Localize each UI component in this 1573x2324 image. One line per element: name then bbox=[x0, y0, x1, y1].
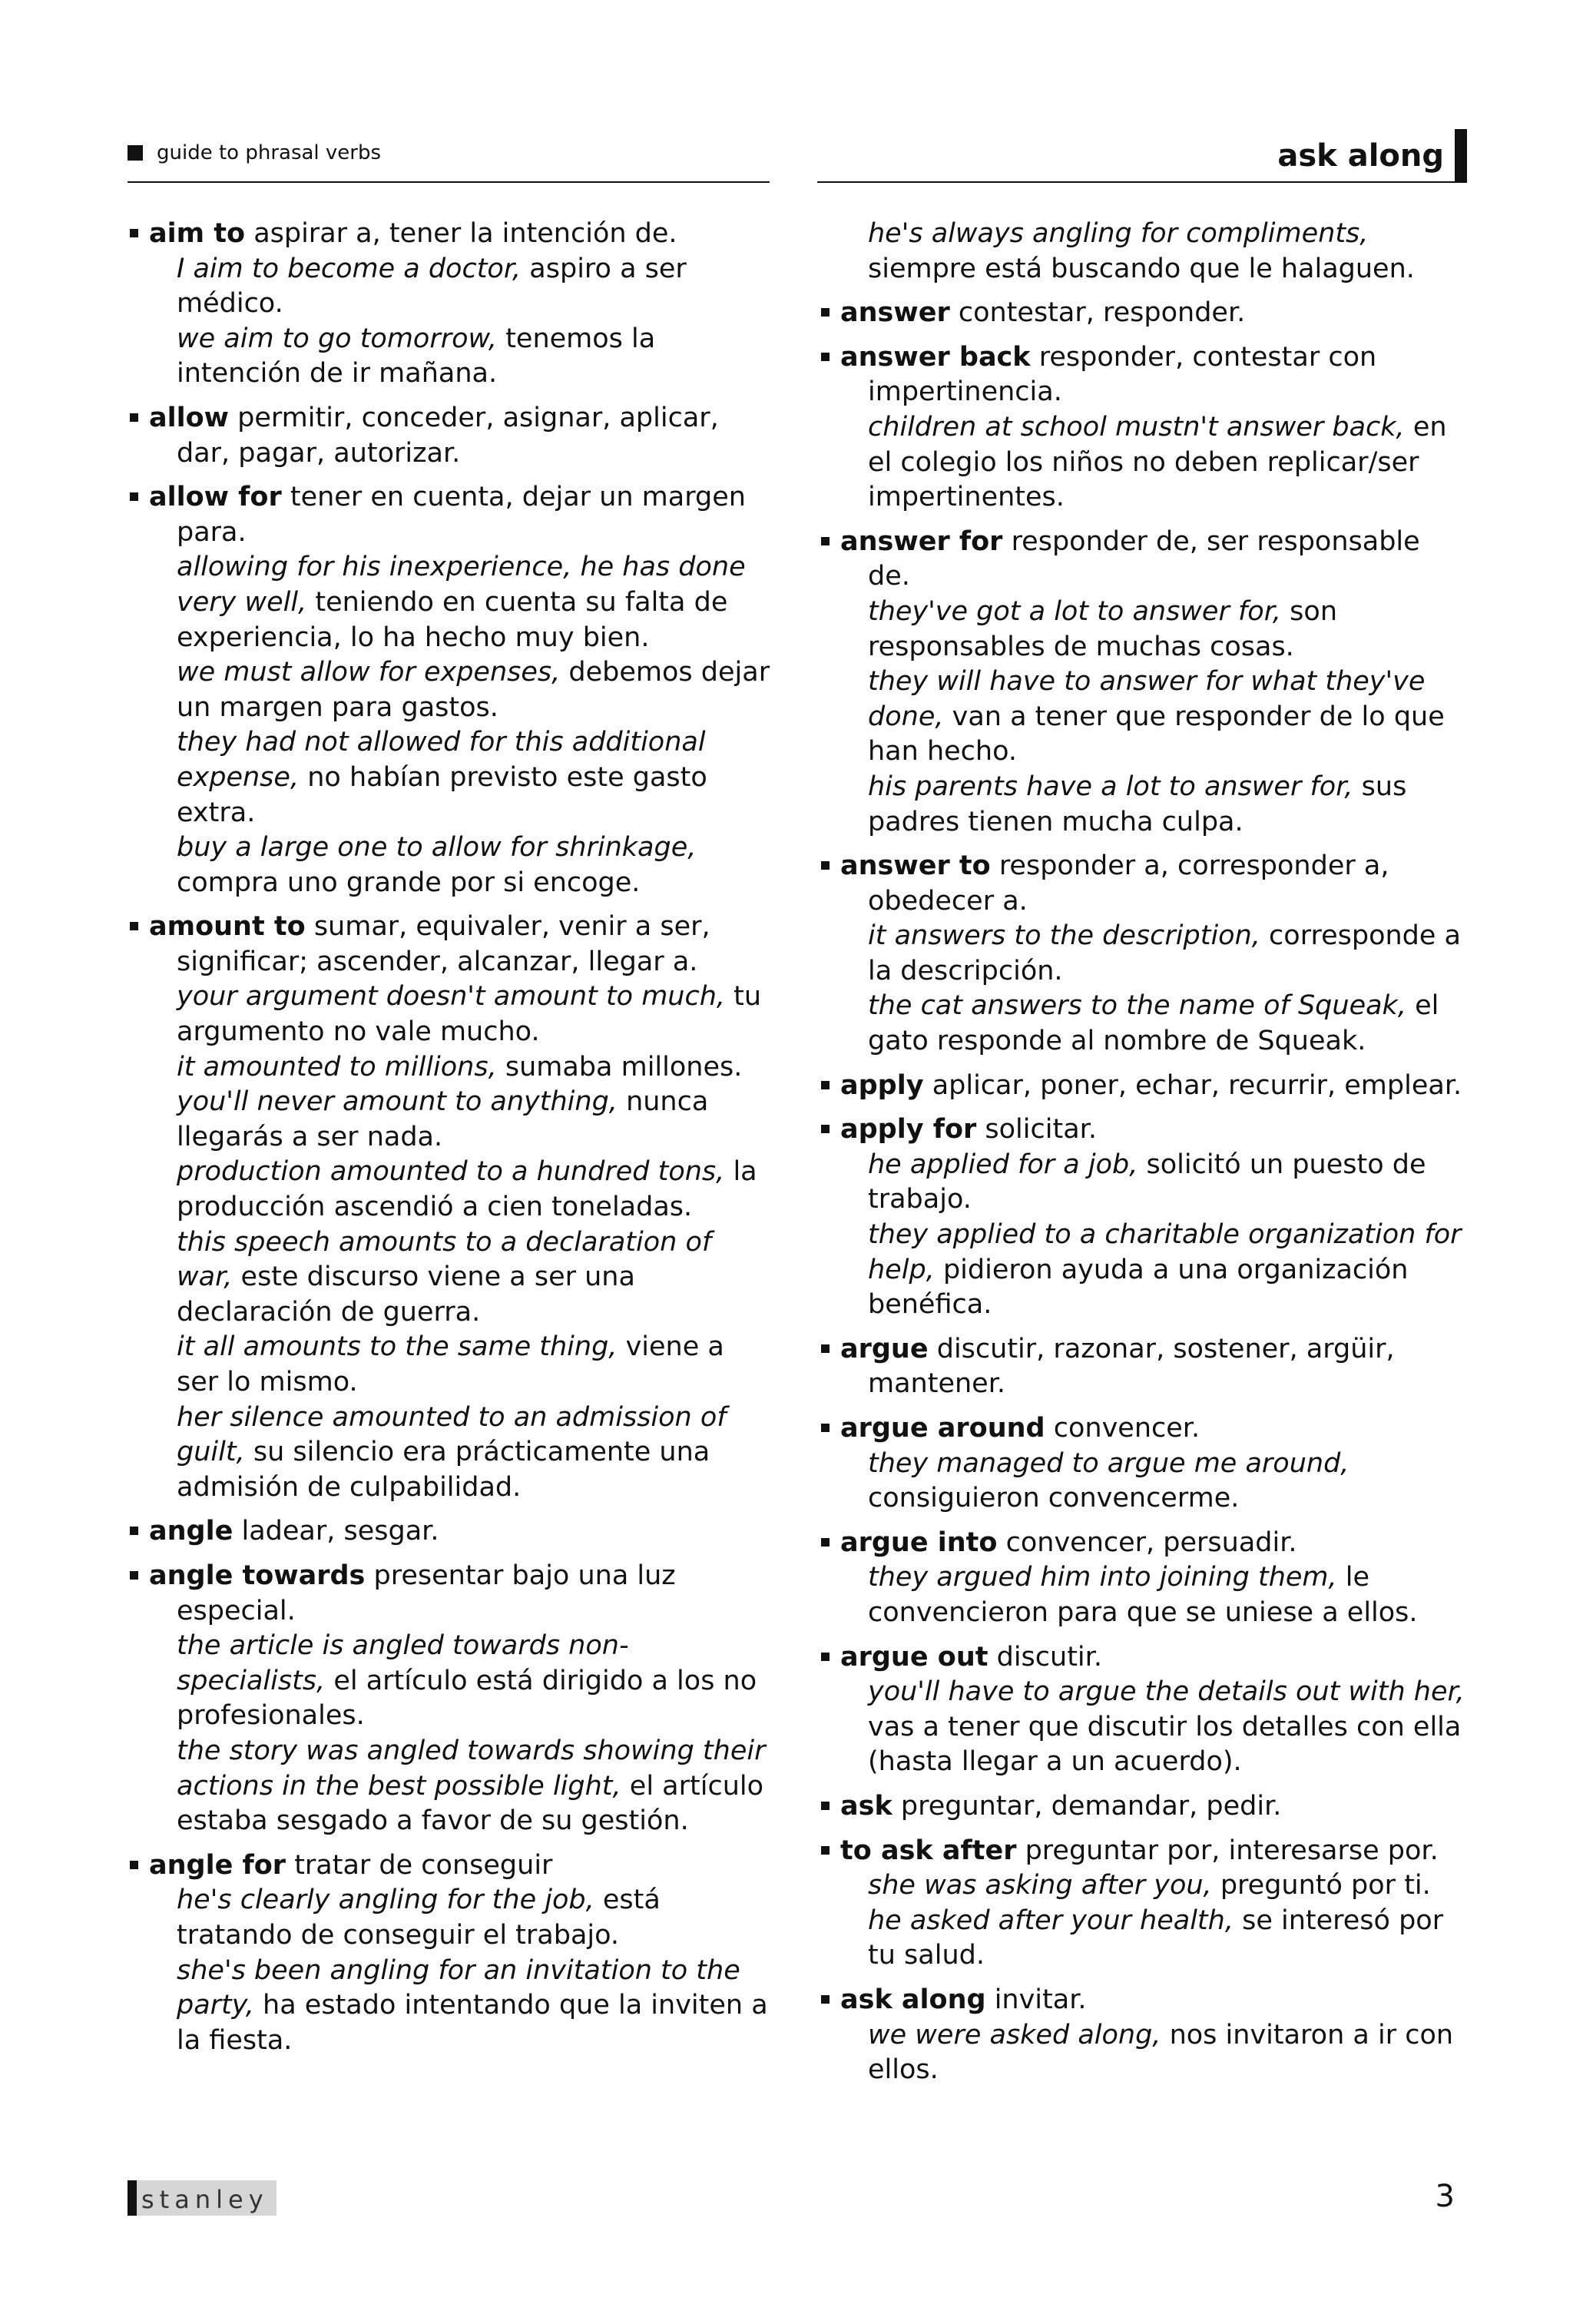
entry-bullet-icon bbox=[821, 1538, 830, 1547]
example-es: nos invitaron a ir con ellos. bbox=[868, 2019, 1454, 2086]
example-en: the story was angled towards showing their actions in the best possible light, bbox=[177, 1735, 766, 1802]
headword: argue out bbox=[840, 1641, 989, 1673]
entry-definition-line bbox=[149, 403, 719, 469]
example-en: allowing for his inexperience, he has done very well, bbox=[177, 552, 746, 618]
example bbox=[177, 1155, 773, 1225]
entry-bullet-icon bbox=[821, 1653, 830, 1661]
example-en: they've got a lot to answer for, bbox=[868, 595, 1282, 627]
example-es: el artículo está dirigido a los no profesionales. bbox=[177, 1665, 757, 1732]
example bbox=[177, 1085, 773, 1155]
entry-bullet-icon bbox=[821, 1344, 830, 1353]
example-es: solicitó un puesto de trabajo. bbox=[868, 1149, 1426, 1215]
entry-bullet-icon bbox=[821, 1995, 830, 2004]
definition: convencer, persuadir. bbox=[1005, 1527, 1297, 1558]
headword: to ask after bbox=[840, 1835, 1017, 1866]
example-en: they argued him into joining them, bbox=[868, 1562, 1337, 1593]
example-en: buy a large one to allow for shrinkage, bbox=[177, 832, 697, 864]
example-es: la producción ascendió a cien toneladas. bbox=[177, 1156, 757, 1223]
entry-bullet-icon bbox=[130, 492, 138, 501]
example bbox=[177, 1883, 773, 1953]
headword: argue into bbox=[840, 1527, 998, 1558]
definition: permitir, conceder, asignar, aplicar, dar, pagar, autorizar. bbox=[177, 402, 719, 469]
example-en: he's always angling for compliments, bbox=[868, 218, 1369, 249]
entry-definition-line bbox=[840, 1527, 1297, 1558]
example-en: this speech amounts to a declaration of war, bbox=[177, 1226, 712, 1293]
example-es: vas a tener que discutir los detalles con ella (hasta llegar a un acuerdo). bbox=[868, 1711, 1462, 1778]
example bbox=[177, 980, 773, 1049]
headword: answer for bbox=[840, 525, 1003, 557]
example-es: el artículo estaba sesgado a favor de su gestión. bbox=[177, 1770, 764, 1837]
example bbox=[177, 550, 773, 655]
headword: aim to bbox=[149, 218, 246, 249]
running-header-right bbox=[1277, 129, 1467, 183]
headword: answer back bbox=[840, 341, 1031, 373]
headword: ask along bbox=[840, 1984, 986, 2015]
definition: invitar. bbox=[994, 1984, 1087, 2015]
dictionary-entry bbox=[127, 1848, 773, 2059]
definition: preguntar por, interesarse por. bbox=[1025, 1835, 1439, 1866]
thumb-tab-bar bbox=[1455, 129, 1467, 183]
example bbox=[868, 1560, 1465, 1630]
headword: angle bbox=[149, 1516, 233, 1547]
dictionary-entry bbox=[819, 1112, 1465, 1323]
header-rule-right bbox=[817, 181, 1464, 183]
example-en: we must allow for expenses, bbox=[177, 657, 561, 688]
headword: allow bbox=[149, 402, 229, 433]
example bbox=[177, 1330, 773, 1400]
example-es: le convencieron para que se uniese a ellos. bbox=[868, 1562, 1418, 1628]
headword: angle for bbox=[149, 1849, 286, 1881]
example bbox=[177, 1629, 773, 1734]
headword: answer to bbox=[840, 850, 991, 882]
dictionary-entry bbox=[819, 1411, 1465, 1517]
example bbox=[868, 665, 1465, 770]
headword: answer bbox=[840, 297, 950, 329]
dictionary-entry bbox=[127, 401, 773, 471]
entry-definition-line bbox=[149, 482, 746, 548]
dictionary-entry bbox=[819, 525, 1465, 840]
example-es: ha estado intentando que la inviten a la fiesta. bbox=[177, 1990, 768, 2056]
dictionary-entry bbox=[819, 849, 1465, 1059]
definition: sumar, equivaler, venir a ser, significar; ascender, alcanzar, llegar a. bbox=[177, 911, 710, 977]
definition: responder a, corresponder a, obedecer a. bbox=[868, 850, 1389, 917]
definition: tratar de conseguir bbox=[294, 1849, 553, 1881]
example bbox=[177, 1954, 773, 2059]
example bbox=[177, 725, 773, 830]
example-en: she's been angling for an invitation to the party, bbox=[177, 1954, 740, 2021]
headword: argue bbox=[840, 1333, 929, 1364]
example-es: en el colegio los niños no deben replicar/ser impertinentes. bbox=[868, 411, 1447, 513]
guide-word: ask along bbox=[1277, 138, 1444, 174]
example bbox=[868, 989, 1465, 1059]
example bbox=[868, 595, 1465, 665]
square-bullet-icon bbox=[127, 145, 143, 161]
dictionary-entry bbox=[819, 1834, 1465, 1974]
example-es: aspiro a ser médico. bbox=[177, 253, 687, 320]
headword: ask bbox=[840, 1790, 892, 1822]
publisher-name: stanley bbox=[137, 2180, 277, 2216]
example bbox=[868, 919, 1465, 989]
example-en: you'll have to argue the details out with her, bbox=[868, 1676, 1465, 1708]
example-en: he asked after your health, bbox=[868, 1905, 1234, 1936]
example-en: her silence amounted to an admission of guilt, bbox=[177, 1401, 727, 1468]
definition: responder de, ser responsable de. bbox=[868, 525, 1420, 592]
example-es: está tratando de conseguir el trabajo. bbox=[177, 1885, 661, 1951]
entry-definition-line bbox=[840, 1413, 1200, 1444]
entry-definition-line bbox=[840, 1070, 1462, 1101]
publisher-logo bbox=[127, 2180, 277, 2216]
definition: contestar, responder. bbox=[958, 297, 1246, 329]
example bbox=[868, 770, 1465, 840]
example-en: they applied to a charitable organization for help, bbox=[868, 1219, 1462, 1285]
example bbox=[868, 1868, 1465, 1904]
example-en: he's clearly angling for the job, bbox=[177, 1885, 594, 1916]
entry-bullet-icon bbox=[130, 1571, 138, 1580]
example bbox=[868, 1447, 1465, 1517]
entry-definition-line bbox=[149, 218, 677, 249]
entry-bullet-icon bbox=[130, 922, 138, 930]
example bbox=[177, 1225, 773, 1331]
entry-bullet-icon bbox=[821, 1802, 830, 1810]
entry-definition-line bbox=[149, 1850, 552, 1881]
example-es: consiguieron convencerme. bbox=[868, 1483, 1240, 1514]
continuation-entry bbox=[819, 217, 1465, 287]
headword: apply for bbox=[840, 1114, 977, 1145]
example-es: su silencio era prácticamente una admisión de culpabilidad. bbox=[177, 1437, 710, 1503]
definition: discutir, razonar, sostener, argüir, mantener. bbox=[868, 1333, 1395, 1400]
entry-definition-line bbox=[149, 1516, 439, 1547]
entry-bullet-icon bbox=[821, 308, 830, 317]
example-es: sumaba millones. bbox=[505, 1051, 743, 1082]
example bbox=[868, 1148, 1465, 1218]
dictionary-entry bbox=[127, 910, 773, 1505]
definition: aplicar, poner, echar, recurrir, emplear. bbox=[932, 1069, 1462, 1101]
example bbox=[177, 655, 773, 725]
example-es: van a tener que responder de lo que han hecho. bbox=[868, 701, 1445, 767]
example bbox=[868, 1904, 1465, 1974]
headword: apply bbox=[840, 1069, 924, 1101]
example-es: compra uno grande por si encoge. bbox=[177, 867, 641, 898]
entry-definition-line bbox=[840, 850, 1389, 917]
example-en: I aim to become a doctor, bbox=[177, 253, 522, 284]
definition: discutir. bbox=[996, 1641, 1102, 1673]
entry-definition-line bbox=[149, 911, 710, 977]
example-en: she was asking after you, bbox=[868, 1870, 1212, 1901]
example-en: they managed to argue me around, bbox=[868, 1447, 1349, 1479]
example-es: son responsables de muchas cosas. bbox=[868, 595, 1338, 662]
definition: ladear, sesgar. bbox=[241, 1516, 439, 1547]
dictionary-entry bbox=[127, 217, 773, 392]
entry-definition-line bbox=[149, 1560, 676, 1626]
example-en: production amounted to a hundred tons, bbox=[177, 1156, 725, 1188]
entry-bullet-icon bbox=[130, 229, 138, 237]
example-es: no habían previsto este gasto extra. bbox=[177, 761, 707, 828]
definition: aspirar a, tener la intención de. bbox=[253, 218, 677, 249]
example-es: pidieron ayuda a una organización benéfica. bbox=[868, 1254, 1409, 1321]
example-es: este discurso viene a ser una declaración de guerra. bbox=[177, 1261, 635, 1328]
dictionary-entry bbox=[819, 1640, 1465, 1780]
section-title: guide to phrasal verbs bbox=[157, 141, 382, 164]
example bbox=[868, 1675, 1465, 1780]
entry-definition-line bbox=[840, 1791, 1281, 1822]
entry-bullet-icon bbox=[821, 861, 830, 870]
example bbox=[177, 830, 773, 900]
example bbox=[177, 1050, 773, 1086]
definition: preguntar, demandar, pedir. bbox=[900, 1790, 1282, 1822]
dictionary-entry bbox=[819, 340, 1465, 516]
example-en: he applied for a job, bbox=[868, 1149, 1138, 1180]
entry-bullet-icon bbox=[821, 537, 830, 545]
example-es: sus padres tienen mucha culpa. bbox=[868, 771, 1407, 837]
dictionary-entry bbox=[127, 480, 773, 900]
entry-definition-line bbox=[840, 1835, 1439, 1866]
example bbox=[177, 1734, 773, 1839]
logo-bar bbox=[127, 2180, 137, 2216]
example bbox=[868, 1218, 1465, 1323]
example-es: preguntó por ti. bbox=[1220, 1870, 1431, 1901]
entry-definition-line bbox=[840, 297, 1245, 328]
example-es: siempre está buscando que le halaguen. bbox=[868, 253, 1415, 284]
example bbox=[868, 217, 1465, 287]
dictionary-entry bbox=[127, 1559, 773, 1839]
example-es: se interesó por tu salud. bbox=[868, 1905, 1444, 1971]
example bbox=[177, 252, 773, 322]
example bbox=[177, 322, 773, 392]
example-es: el gato responde al nombre de Squeak. bbox=[868, 990, 1439, 1057]
example bbox=[868, 2018, 1465, 2088]
entry-bullet-icon bbox=[821, 1081, 830, 1089]
example-en: the cat answers to the name of Squeak, bbox=[868, 990, 1406, 1022]
example bbox=[177, 1401, 773, 1506]
example bbox=[868, 410, 1465, 516]
entry-bullet-icon bbox=[821, 1424, 830, 1432]
headword: argue around bbox=[840, 1413, 1045, 1444]
entry-definition-line bbox=[840, 1642, 1102, 1673]
example-en: his parents have a lot to answer for, bbox=[868, 771, 1353, 802]
dictionary-entry bbox=[127, 1514, 773, 1550]
entry-definition-line bbox=[840, 1984, 1087, 2015]
definition: tener en cuenta, dejar un margen para. bbox=[177, 482, 746, 548]
definition: presentar bajo una luz especial. bbox=[177, 1560, 676, 1626]
example-en: they had not allowed for this additional expense, bbox=[177, 727, 706, 793]
header-rule-left bbox=[127, 181, 770, 183]
example-en: they will have to answer for what they've done, bbox=[868, 666, 1426, 732]
entry-bullet-icon bbox=[130, 413, 138, 422]
dictionary-entry bbox=[819, 296, 1465, 331]
entry-bullet-icon bbox=[130, 1527, 138, 1535]
entry-bullet-icon bbox=[130, 1861, 138, 1869]
headword: allow for bbox=[149, 482, 282, 513]
entry-bullet-icon bbox=[821, 353, 830, 361]
example-en: you'll never amount to anything, bbox=[177, 1086, 618, 1118]
example-en: it amounted to millions, bbox=[177, 1051, 497, 1082]
example-es: nunca llegarás a ser nada. bbox=[177, 1086, 709, 1152]
dictionary-entry bbox=[819, 1526, 1465, 1631]
definition: solicitar. bbox=[985, 1114, 1097, 1145]
example-en: we were asked along, bbox=[868, 2019, 1161, 2050]
running-header-left bbox=[127, 141, 381, 164]
definition: responder, contestar con impertinencia. bbox=[868, 341, 1377, 408]
dictionary-entry bbox=[819, 1789, 1465, 1825]
definition: convencer. bbox=[1053, 1413, 1200, 1444]
example-en: it answers to the description, bbox=[868, 920, 1260, 952]
example-en: your argument doesn't amount to much, bbox=[177, 981, 726, 1013]
example-en: children at school mustn't answer back, bbox=[868, 411, 1405, 443]
entry-definition-line bbox=[840, 342, 1376, 408]
example-es: tu argumento no vale mucho. bbox=[177, 981, 762, 1048]
example-en: we aim to go tomorrow, bbox=[177, 323, 498, 354]
example-es: corresponde a la descripción. bbox=[868, 920, 1462, 986]
example-es: tenemos la intención de ir mañana. bbox=[177, 323, 656, 390]
right-column bbox=[819, 217, 1465, 2088]
entry-definition-line bbox=[840, 1334, 1395, 1400]
entry-definition-line bbox=[840, 526, 1420, 592]
example-es: viene a ser lo mismo. bbox=[177, 1331, 724, 1397]
entry-bullet-icon bbox=[821, 1125, 830, 1133]
left-column bbox=[127, 217, 773, 2058]
example-en: the article is angled towards non-specialists, bbox=[177, 1630, 629, 1696]
dictionary-entry bbox=[819, 1983, 1465, 2088]
dictionary-entry bbox=[819, 1332, 1465, 1402]
headword: angle towards bbox=[149, 1560, 366, 1591]
entry-bullet-icon bbox=[821, 1846, 830, 1855]
page-number: 3 bbox=[1435, 2179, 1455, 2214]
example-es: teniendo en cuenta su falta de experiencia, lo ha hecho muy bien. bbox=[177, 586, 728, 653]
entry-definition-line bbox=[840, 1114, 1097, 1145]
headword: amount to bbox=[149, 911, 306, 943]
example-en: it all amounts to the same thing, bbox=[177, 1331, 618, 1363]
dictionary-entry bbox=[819, 1069, 1465, 1104]
example-es: debemos dejar un margen para gastos. bbox=[177, 657, 770, 723]
